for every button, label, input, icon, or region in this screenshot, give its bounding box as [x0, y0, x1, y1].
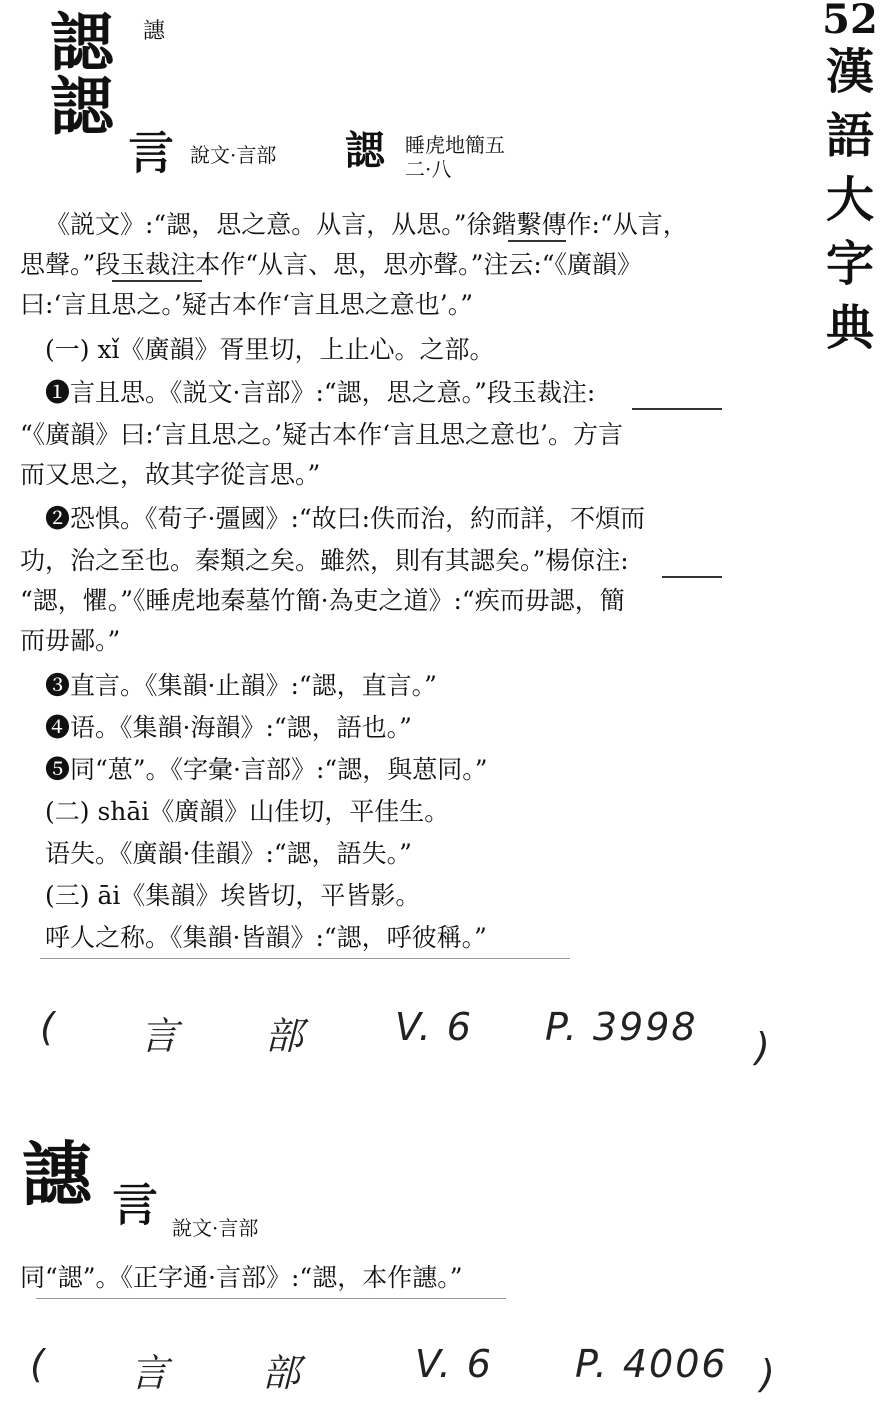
definition-line: “諰，懼。”《睡虎地秦墓竹簡·為吏之道》:“疾而毋諰，簡	[20, 586, 625, 615]
entry-head-character: 諰 諰	[50, 6, 110, 145]
sense-line: 呼人之称。《集韻·皆韻》:“諰，呼彼稱。”	[45, 923, 487, 952]
title-char: 語	[825, 108, 874, 164]
note-volume: V. 6	[395, 1005, 473, 1049]
handwritten-note	[0, 1005, 820, 1069]
source-label: 二·八	[405, 157, 452, 181]
sense-line: ❺同“葸”。《字彙·言部》:“諰，與葸同。”	[45, 755, 488, 784]
note-radical: 言	[130, 1351, 171, 1395]
note-radical: 部	[265, 1014, 306, 1058]
divider	[40, 958, 570, 959]
note-paren: (	[40, 1005, 57, 1049]
sense-line: ❹语。《集韻·海韻》:“諰，語也。”	[45, 713, 412, 742]
definition-line: 而毋鄙。”	[20, 626, 121, 655]
dictionary-title	[820, 0, 880, 360]
definition-line: 《説文》:“諰，思之意。从言，从思。”徐鍇繫傳作:“从言，	[45, 210, 688, 239]
reading-line: (一) xǐ《廣韻》胥里切，上止心。之部。	[45, 335, 495, 364]
name-underline	[508, 240, 566, 242]
sense-line: 语失。《廣韻·佳韻》:“諰，語失。”	[45, 839, 412, 868]
definition-line: 曰:‘言且思之。’疑古本作‘言且思之意也’。”	[20, 290, 473, 319]
sense-line: ❷恐惧。《荀子·彊國》:“故曰:佚而治，約而詳，不煩而	[45, 504, 646, 533]
bamboo-slip-glyph: 諰	[345, 127, 385, 174]
source-label: 說文·言部	[190, 143, 277, 167]
name-underline	[632, 408, 722, 410]
name-underline	[112, 280, 202, 282]
note-paren: )	[760, 1352, 777, 1396]
note-paren: (	[30, 1342, 47, 1386]
reading-line: (二) shāi《廣韻》山佳切，平佳生。	[45, 797, 450, 826]
definition-line: 思聲。”段玉裁注本作“从言、思，思亦聲。”注云:“《廣韻》	[20, 250, 643, 279]
source-label: 睡虎地簡五	[405, 133, 505, 157]
definition-line: 而又思之，故其字從言思。”	[20, 460, 321, 489]
name-underline	[662, 576, 722, 578]
variant-character: 譓	[143, 19, 166, 44]
divider	[36, 1298, 506, 1299]
note-page: P. 4006	[575, 1342, 728, 1386]
definition-line: “《廣韻》曰:‘言且思之。’疑古本作‘言且思之意也’。方言	[20, 420, 623, 449]
note-radical: 部	[262, 1351, 303, 1395]
page-number: 52	[822, 0, 878, 43]
sense-line: ❶言且思。《説文·言部》:“諰，思之意。”段玉裁注:	[45, 378, 596, 407]
seal-script-glyph: 𧥛	[112, 1178, 158, 1232]
definition-line: 功，治之至也。秦類之矣。雖然，則有其諰矣。”楊倞注:	[20, 546, 629, 575]
title-char: 典	[825, 300, 874, 356]
title-char: 字	[825, 236, 874, 292]
title-char: 大	[825, 172, 874, 228]
note-volume: V. 6	[415, 1342, 493, 1386]
title-char: 漢	[825, 44, 874, 100]
sense-line: ❸直言。《集韻·止韻》:“諰，直言。”	[45, 671, 437, 700]
source-label: 說文·言部	[172, 1216, 259, 1240]
note-radical: 言	[140, 1014, 181, 1058]
note-page: P. 3998	[545, 1005, 698, 1049]
seal-script-glyph: 𧥛	[128, 126, 174, 180]
note-paren: )	[755, 1025, 772, 1069]
reading-line: (三) āi《集韻》埃皆切，平皆影。	[45, 881, 421, 910]
handwritten-note	[0, 1342, 820, 1402]
definition-line: 同“諰”。《正字通·言部》:“諰，本作譓。”	[20, 1263, 463, 1292]
entry-head-character: 譓	[22, 1133, 88, 1216]
